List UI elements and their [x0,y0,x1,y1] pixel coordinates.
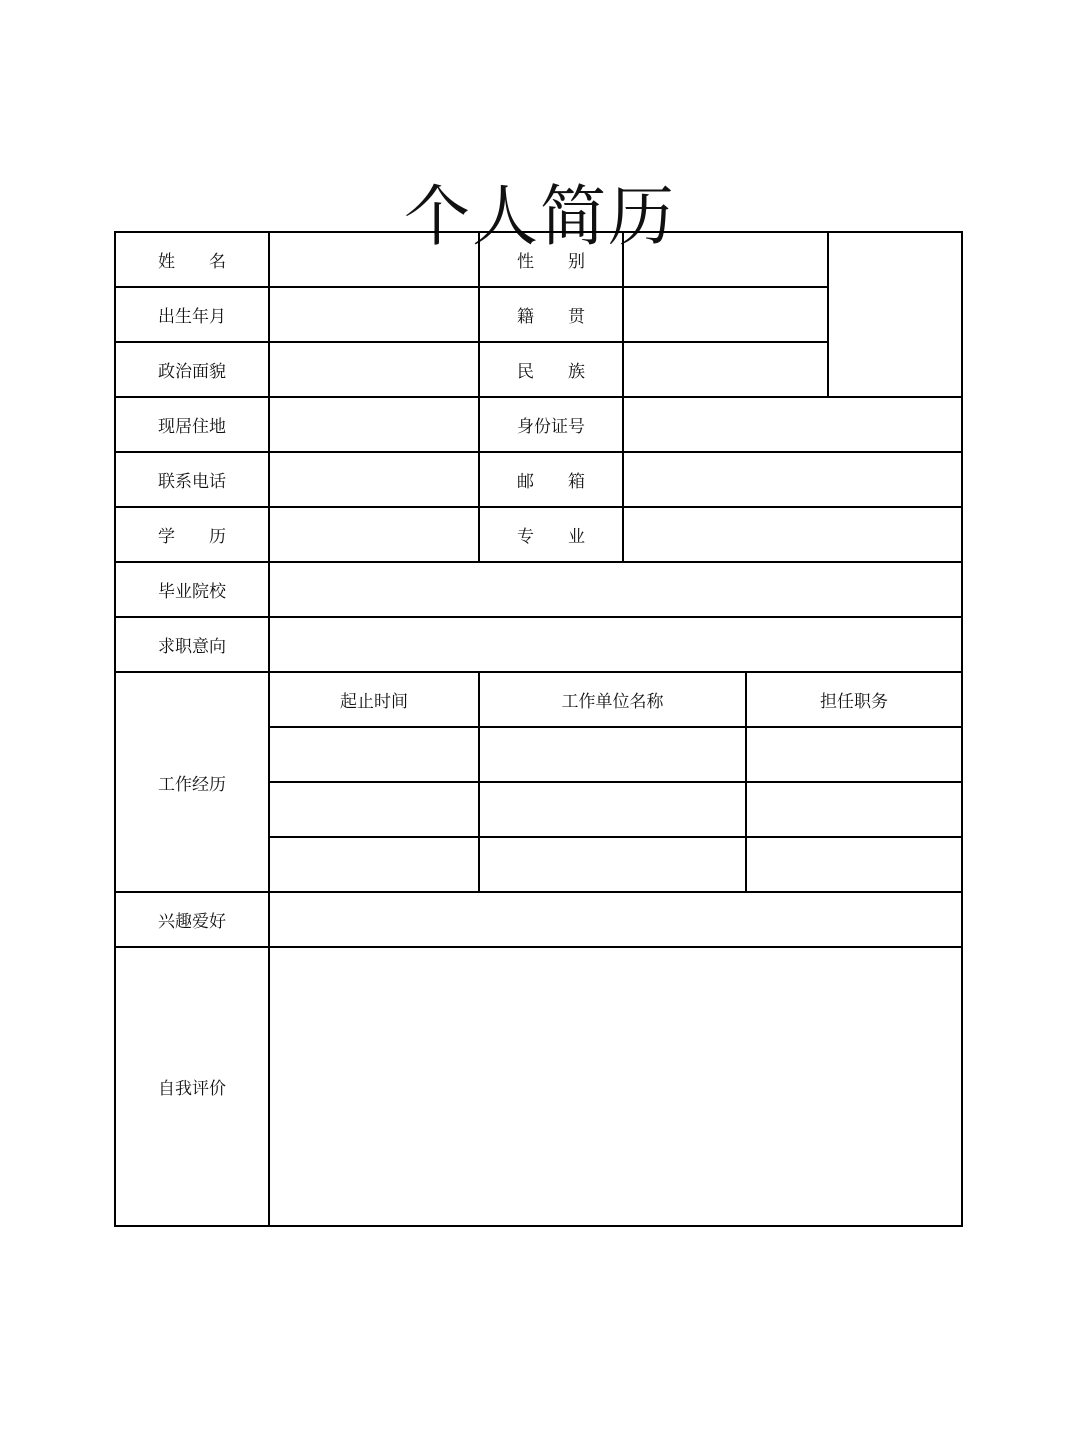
label-job-intention: 求职意向 [115,617,269,672]
label-birth: 出生年月 [115,287,269,342]
hobbies-field[interactable] [269,892,962,947]
work-company-cell[interactable] [479,782,746,837]
political-status-field[interactable] [269,342,479,397]
work-period-cell[interactable] [269,837,479,892]
row-address [115,397,962,452]
self-evaluation-field[interactable] [269,947,962,1226]
label-gender: 性 别 [479,232,623,287]
work-period-cell[interactable] [269,782,479,837]
school-field[interactable] [269,562,962,617]
photo-box[interactable] [828,232,962,397]
birth-field[interactable] [269,287,479,342]
label-id-number: 身份证号 [479,397,623,452]
label-work-experience: 工作经历 [115,672,269,892]
work-company-cell[interactable] [479,727,746,782]
ethnicity-field[interactable] [623,342,828,397]
row-hobbies [115,892,962,947]
work-position-cell[interactable] [746,782,962,837]
work-period-cell[interactable] [269,727,479,782]
email-field[interactable] [623,452,962,507]
phone-field[interactable] [269,452,479,507]
label-email: 邮 箱 [479,452,623,507]
label-address: 现居住地 [115,397,269,452]
work-position-cell[interactable] [746,727,962,782]
label-education: 学 历 [115,507,269,562]
label-school: 毕业院校 [115,562,269,617]
work-position-cell[interactable] [746,837,962,892]
row-self-evaluation [115,947,962,1226]
major-field[interactable] [623,507,962,562]
row-school [115,562,962,617]
row-job-intention [115,617,962,672]
work-header-position: 担任职务 [746,672,962,727]
row-work-header [115,672,962,727]
gender-field[interactable] [623,232,828,287]
label-native-place: 籍 贯 [479,287,623,342]
row-education [115,507,962,562]
label-political-status: 政治面貌 [115,342,269,397]
label-major: 专 业 [479,507,623,562]
id-number-field[interactable] [623,397,962,452]
row-name [115,232,962,287]
work-header-company: 工作单位名称 [479,672,746,727]
work-company-cell[interactable] [479,837,746,892]
native-place-field[interactable] [623,287,828,342]
job-intention-field[interactable] [269,617,962,672]
label-self-evaluation: 自我评价 [115,947,269,1226]
label-name: 姓 名 [115,232,269,287]
resume-table [114,231,963,1227]
education-field[interactable] [269,507,479,562]
work-header-period: 起止时间 [269,672,479,727]
row-phone [115,452,962,507]
label-phone: 联系电话 [115,452,269,507]
name-field[interactable] [269,232,479,287]
label-hobbies: 兴趣爱好 [115,892,269,947]
page-title: 个人简历 [404,178,676,256]
address-field[interactable] [269,397,479,452]
label-ethnicity: 民 族 [479,342,623,397]
